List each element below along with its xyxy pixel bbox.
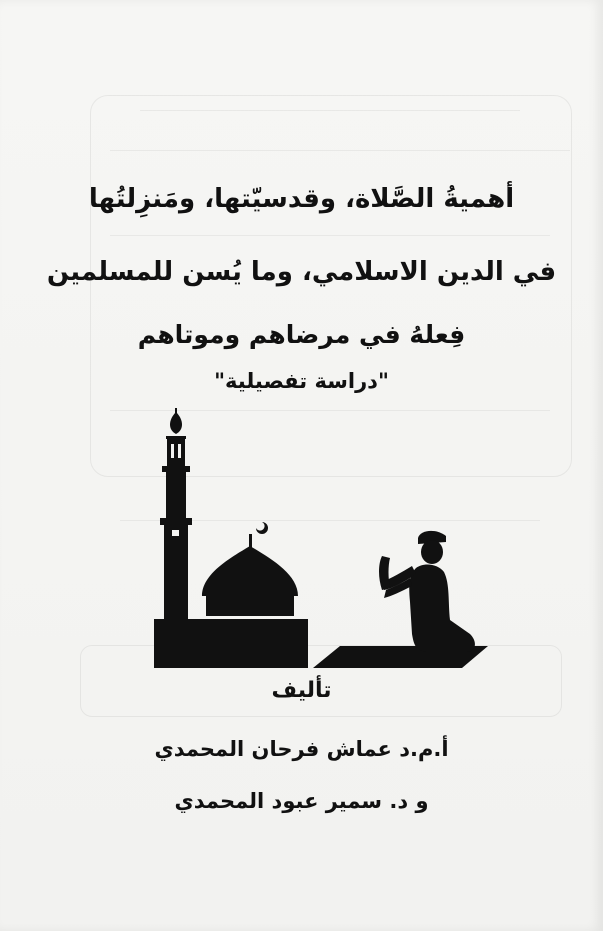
- title-line-3: فِعلهُ في مرضاهم وموتاهم: [137, 320, 466, 349]
- title-line-2: في الدين الاسلامي، وما يُسن للمسلمين: [46, 257, 557, 287]
- bleed-through-line: [110, 235, 550, 236]
- subtitle: "دراسة تفصيلية": [214, 369, 389, 393]
- bleed-through-line: [140, 110, 520, 111]
- praying-man-icon: [379, 531, 475, 652]
- title-line-1: أهميةُ الصَّلاة، وقدسيّتها، ومَنزِلتُها: [88, 184, 515, 214]
- author-2: و د. سمير عبود المحمدي: [174, 789, 429, 813]
- author-label: تأليف: [271, 678, 332, 703]
- bleed-through-line: [110, 150, 570, 151]
- mosque-base-icon: [154, 619, 308, 668]
- author-1: أ.م.د عماش فرحان المحمدي: [154, 737, 449, 761]
- mosque-dome-icon: [202, 522, 298, 616]
- minaret-icon: [160, 408, 192, 621]
- mosque-prayer-illustration: [150, 406, 490, 668]
